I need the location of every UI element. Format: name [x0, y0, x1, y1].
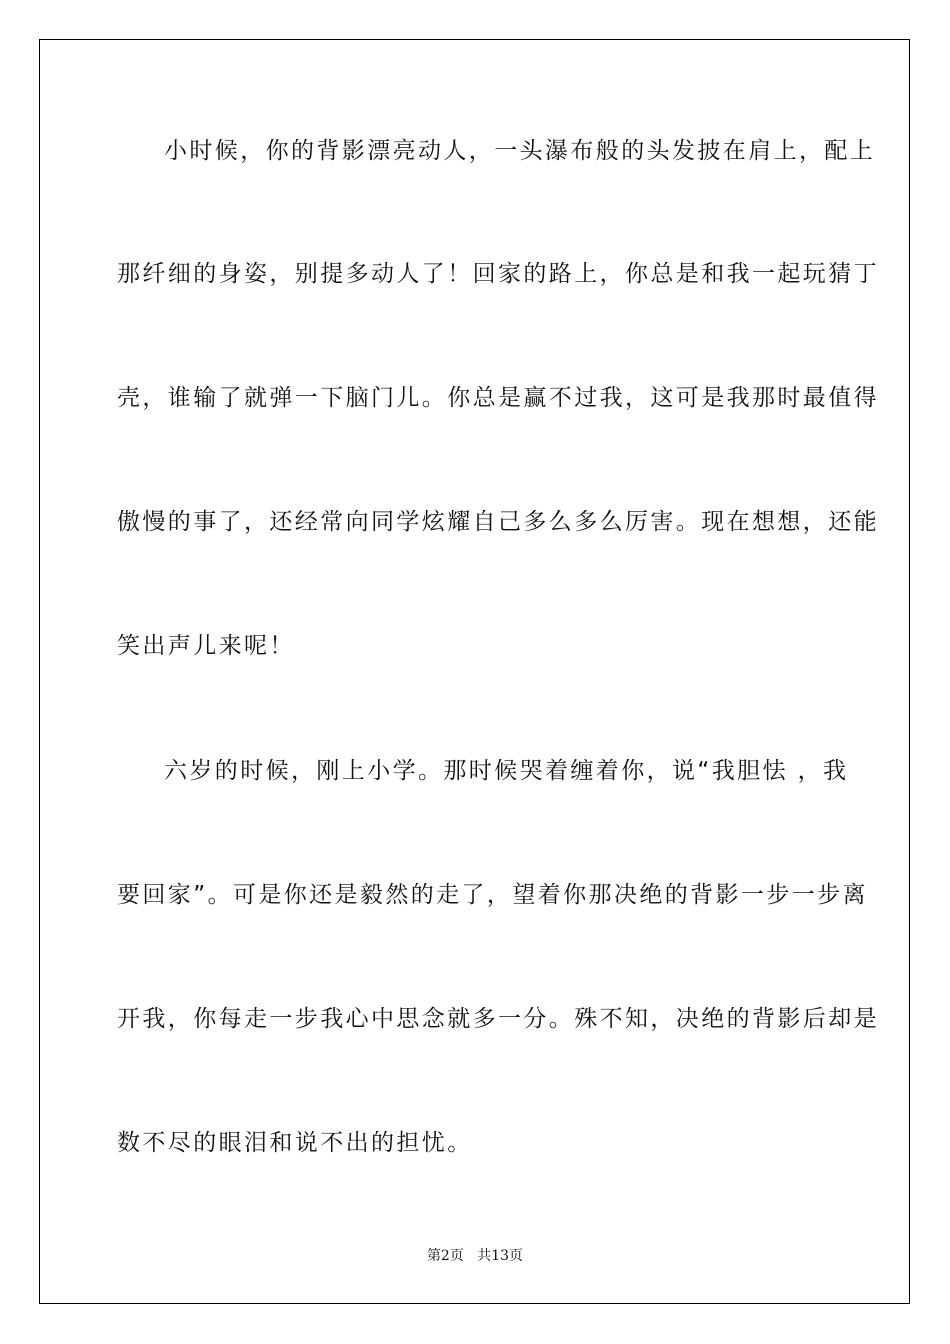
page-footer: [0, 1247, 950, 1265]
paragraph-2-line-3: 开我，你每走一步我心中思念就多一分。殊不知，决绝的背影后却是: [117, 1006, 879, 1032]
paragraph-1-line-3: 壳，谁输了就弹一下脑门儿。你总是赢不过我，这可是我那时最值得: [117, 385, 879, 411]
paragraph-1-line-5: 笑出声儿来呢！: [117, 633, 295, 659]
paragraph-2-line-4: 数不尽的眼泪和说不出的担忧。: [117, 1130, 473, 1156]
page-total: 共13页: [477, 1248, 524, 1264]
paragraph-2-line-1: 六岁的时候，刚上小学。那时候哭着缠着你，说“我胆怯 ，我: [164, 758, 849, 784]
paragraph-1-line-1: 小时候，你的背影漂亮动人，一头瀑布般的头发披在肩上，配上: [164, 138, 876, 164]
paragraph-1-line-4: 傲慢的事了，还经常向同学炫耀自己多么多么厉害。现在想想，还能: [117, 509, 879, 535]
paragraph-1-line-2: 那纤细的身姿，别提多动人了！回家的路上，你总是和我一起玩猜丁: [117, 261, 879, 287]
page-border: [39, 39, 910, 1304]
page-number: 第2页: [426, 1248, 464, 1264]
paragraph-2-line-2: 要回家”。可是你还是毅然的走了，望着你那决绝的背影一步一步离: [117, 882, 868, 908]
